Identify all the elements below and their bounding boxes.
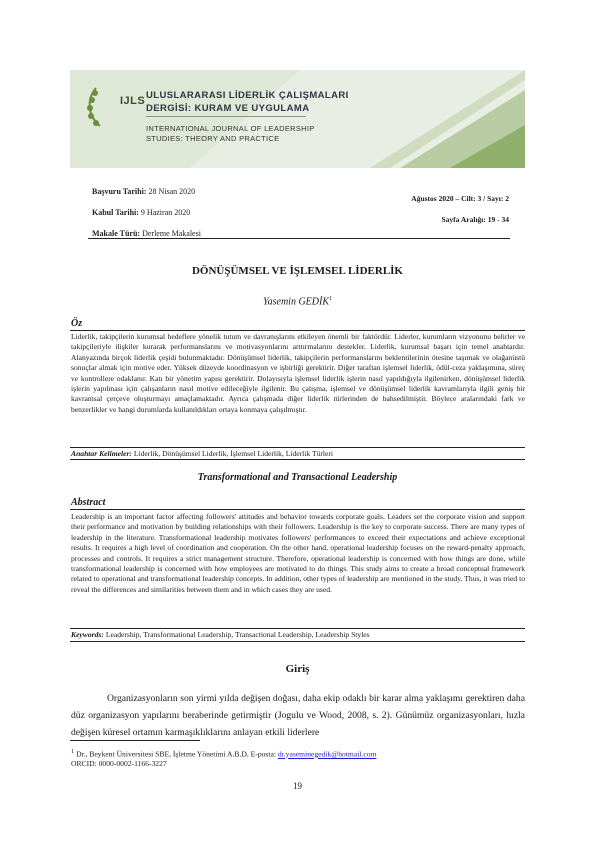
abstract-heading: Abstract	[71, 497, 106, 508]
author-text: Yasemin GEDİK	[262, 296, 330, 308]
article-type-label: Makale Türü:	[92, 229, 141, 238]
footnote-text: Dr., Beykent Üniversitesi SBE, İşletme Yönetimi A.B.D, E-posta:	[76, 749, 276, 759]
oz-keywords-value: Liderlik, Dönüşümsel Liderlik, İşlemsel Liderlik, Liderlik Türleri	[133, 449, 334, 458]
submission-value: 28 Nisan 2020	[148, 187, 196, 196]
submission-label: Başvuru Tarihi:	[92, 187, 147, 196]
intro-heading: Giriş	[285, 663, 310, 675]
issue-info: Ağustos 2020 – Cilt: 3 / Sayı: 2	[411, 194, 509, 203]
article-type-value: Derleme Makalesi	[142, 229, 201, 238]
abstract-keywords-rule	[70, 641, 525, 642]
journal-title-line2: DERGİSİ: KURAM VE UYGULAMA	[146, 103, 310, 114]
author-name	[0, 296, 595, 307]
page-range: Sayfa Aralığı: 19 - 34	[441, 215, 509, 224]
intro-text: Organizasyonların son yirmi yılda değişen doğası, daha ekip odaklı bir karar alma yaklaşımı gerektiren daha düz organizasyon yapılarını beraberinde getirmiştir (Jogulu ve Wood, 2008, s. 2). Günümüz organizasyonları, hızla değişen küresel ortamın karmaşıklıklarını anlayan etkili liderlere	[71, 693, 525, 738]
abstract-bottom-rule	[70, 628, 525, 629]
abstract-text: Leadership is an important factor affecting followers' attitudes and behavior towards corporate goals. Leaders set the corporate vision and support their performance and motivation by building relationships with their followers. Leadership is the key to corporate success. There are many types of leadership in the literature. Transformational leadership motivates followers' performances to exceed their expectations and achieve exceptional results. It requires a high level of coordination and cooperation. On the other hand, operational leadership focuses on the reward-penalty approach, processes and controls. It requires a strict management structure. Therefore, operational leadership is concerned with how things are done, while transformational leadership is concerned with how employees are motivated to do things. This study aims to create a broad conceptual framework related to operational and transformational leadership concepts. In addition, other types of leadership are mentioned in the study. Thus, it was tried to reveal the differences and similarities between them and in which cases they are used.	[71, 512, 525, 594]
author-footnote-marker: 1	[329, 296, 333, 302]
oz-top-rule	[70, 330, 525, 331]
journal-subtitle-line2: STUDIES: THEORY AND PRACTICE	[146, 134, 280, 143]
footnote-line1	[71, 748, 526, 759]
oz-keywords-label: Anahtar Kelimeler:	[71, 449, 132, 458]
oz-bottom-rule	[70, 447, 525, 448]
page-number: 19	[293, 781, 302, 791]
abstract-keywords-label: Keywords:	[71, 630, 104, 639]
journal-subtitle-line1: INTERNATIONAL JOURNAL OF LEADERSHIP	[146, 124, 315, 133]
abstract-keywords	[71, 630, 525, 639]
footnote-rule	[70, 740, 200, 741]
oz-heading: Öz	[71, 318, 83, 329]
oz-keywords	[71, 449, 525, 458]
journal-divider	[146, 116, 306, 117]
acceptance-label: Kabul Tarihi:	[92, 208, 139, 217]
abstract-keywords-value: Leadership, Transformational Leadership, Transactional Leadership, Leadership Styles	[105, 630, 370, 639]
journal-title-line1: ULUSLARARASI LİDERLİK ÇALIŞMALARI	[146, 90, 349, 101]
article-type	[92, 229, 201, 238]
article-title: DÖNÜŞÜMSEL VE İŞLEMSEL LİDERLİK	[191, 265, 403, 277]
english-title: Transformational and Transactional Leadership	[197, 472, 398, 483]
acceptance-date	[92, 208, 190, 217]
footnote-marker: 1	[71, 748, 75, 755]
journal-logo-text: IJLS	[120, 95, 146, 107]
footnote-email-link[interactable]: dr.yaseminegedik@hotmail.com	[277, 749, 377, 759]
acceptance-value: 9 Haziran 2020	[140, 208, 191, 217]
abstract-top-rule	[70, 509, 525, 510]
oz-keywords-rule	[70, 459, 525, 460]
submission-date	[92, 187, 195, 196]
footnote-orcid: ORCID: 0000-0002-1166-3227	[71, 759, 167, 768]
meta-divider	[88, 238, 510, 239]
oz-text: Liderlik, takipçilerin kurumsal hedeflere yönelik tutum ve davranışlarını etkileyen önemli bir faktördür. Liderler, kurumların vizyonunu belirler ve takipçileriyle ilişkiler kurarak performanslarını ve motivasyonlarını arttırmalarını destekler. Liderlik, kurumsal başarı için temel anahtardır. Alanyazında birçok liderlik çeşidi bulunmaktadır. Dönüşümsel liderlik, takipçilerin performanslarını beklentilerinin ötesine taşımak ve olağanüstü sonuçlar almak için motive eder. Yüksek düzeyde koordinasyon ve işbirliği gerektirir. Diğer taraftan işlemsel liderlik, ödül-ceza yaklaşımına, süreç ve kontrollere odaklanır. Katı bir yönetim yapısı gerektirir. Dolayısıyla işlemsel liderlik işlerin nasıl yapıldığıyla ilgilenirken, dönüşümsel liderlik işlerin yapılması için çalışanların nasıl motive edileceğiyle ilgilenir. Bu çalışma, işlemsel ve dönüşümsel liderlik kavramlarıyla ilgili geniş bir kavramsal çerçeve oluşturmayı amaçlamaktadır. Ayrıca çalışmada diğer liderlik türlerinden de bahsedilmiştir. Böylece aralarındaki fark ve benzerlikler ve hangi durumlarda kullanıldıkları ortaya konmaya çalışılmıştır.	[71, 332, 525, 414]
